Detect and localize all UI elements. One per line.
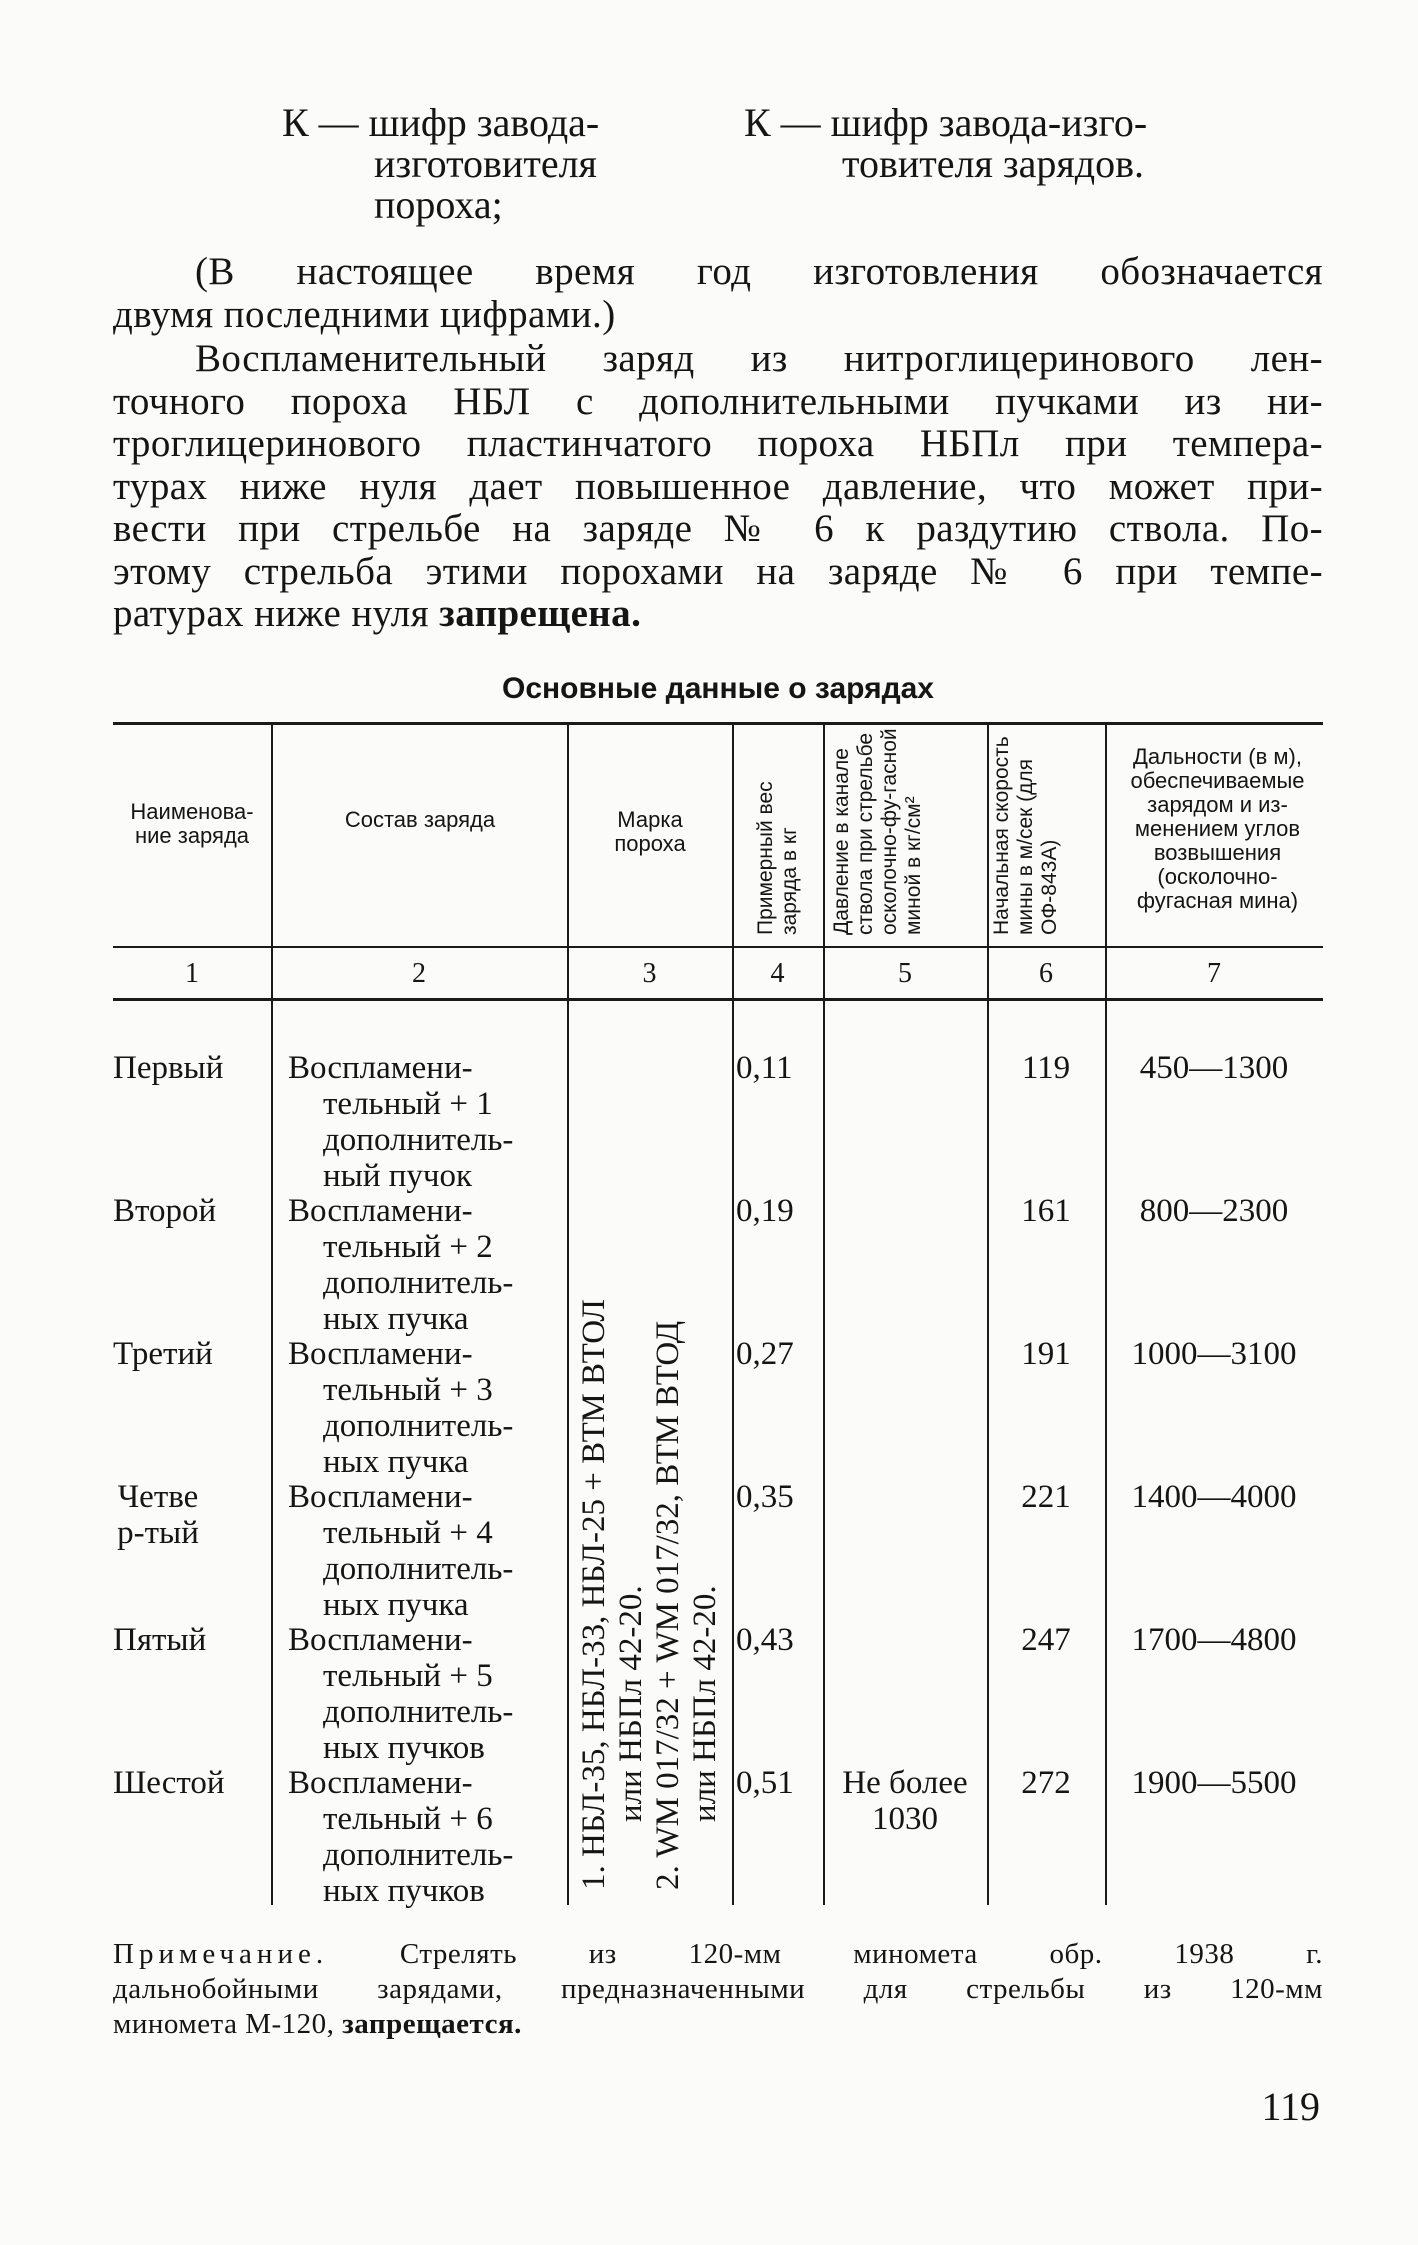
- composition-line: ных пучка: [323, 1444, 469, 1480]
- row-velocity: 221: [1021, 1479, 1071, 1515]
- composition-line: Воспламени-: [288, 1622, 473, 1658]
- composition-line: тельный + 5: [323, 1658, 493, 1694]
- footnote-line-2: дальнобойными зарядами, предназначенными для стрельбы из 120-мм: [113, 1973, 1323, 2005]
- composition-line: тельный + 1: [323, 1086, 493, 1122]
- row-charge-name: Третий: [113, 1336, 213, 1372]
- paragraph-line: этому стрельба этими порохами на заряде № 6 при темпе-: [113, 549, 1323, 593]
- row-weight: 0,51: [736, 1765, 794, 1801]
- paragraph-year-note-line-2: двумя последними цифрами.): [113, 292, 616, 336]
- row-velocity: 119: [1021, 1050, 1071, 1086]
- composition-line: ных пучков: [323, 1873, 485, 1909]
- composition-line: дополнитель-: [323, 1265, 514, 1301]
- column-number: 3: [642, 958, 657, 989]
- table-header-rule: [113, 946, 1323, 948]
- powder-mark-line-3: 2. WM 017/32 + WM 017/32, ВТМ ВТОД: [650, 1320, 686, 1890]
- powder-mark-cell: [576, 1110, 724, 1890]
- header-barrel-pressure: Давление в канале ствола при стрельбе осколочно-фу-гасной миной в кг/см²: [830, 728, 925, 935]
- paragraph-last-line: [113, 593, 1323, 636]
- composition-line: Воспламени-: [288, 1193, 473, 1229]
- row-composition: [288, 1622, 563, 1766]
- table-col-divider: [823, 725, 825, 1905]
- table-title: Основные данные о зарядах: [502, 672, 934, 705]
- row-composition: [288, 1336, 563, 1480]
- row-charge-name: Второй: [113, 1193, 217, 1229]
- composition-line: тельный + 2: [323, 1229, 493, 1265]
- powder-mark-line-4: или НБПл 42-20.: [687, 1585, 723, 1822]
- composition-line: дополнитель-: [323, 1551, 514, 1587]
- row-velocity: 191: [1021, 1336, 1071, 1372]
- top-left-line-1: К — шифр завода-: [282, 100, 600, 145]
- page-number: 119: [1261, 2084, 1320, 2129]
- row-range: 450—1300: [1139, 1050, 1289, 1086]
- row-weight: 0,43: [736, 1622, 794, 1658]
- row-weight: 0,27: [736, 1336, 794, 1372]
- row-range: 1000—3100: [1131, 1336, 1297, 1372]
- table-col-divider: [271, 725, 273, 1905]
- row-weight: 0,19: [736, 1193, 794, 1229]
- row-composition: [288, 1479, 563, 1623]
- powder-mark-line-2: или НБПл 42-20.: [613, 1585, 649, 1822]
- composition-line: Воспламени-: [288, 1050, 473, 1086]
- row-charge-name: Пятый: [113, 1622, 207, 1658]
- column-number: 4: [770, 958, 785, 989]
- paragraph-line: троглицеринового пластинчатого пороха НБПл при темпера-: [113, 422, 1323, 465]
- composition-line: Воспламени-: [288, 1765, 473, 1801]
- footnote-line-3-text: миномета М-120,: [113, 2008, 343, 2040]
- top-right-line-2: товителя зарядов.: [842, 141, 1145, 186]
- row-charge-name: Первый: [113, 1050, 224, 1086]
- row-range: 1700—4800: [1131, 1622, 1297, 1658]
- column-number: 2: [412, 958, 426, 989]
- column-number: 7: [1207, 958, 1221, 989]
- table-col-divider: [732, 725, 734, 1905]
- top-left-line-3: пороха;: [374, 182, 503, 227]
- row-range: 800—2300: [1139, 1193, 1289, 1229]
- row-composition: [288, 1050, 563, 1194]
- header-charge-name: Наименова-ние заряда: [130, 799, 254, 848]
- footnote-line-3: [113, 2007, 1323, 2042]
- paragraph-year-note-line-1: (В настоящее время год изготовления обозначается: [195, 250, 1323, 293]
- composition-line: дополнитель-: [323, 1122, 514, 1158]
- footnote-forbidden-word: запрещается.: [342, 2008, 522, 2040]
- row-velocity: 247: [1021, 1622, 1071, 1658]
- paragraph-forbidden-word: запрещена.: [439, 592, 642, 635]
- row-range: 1900—5500: [1131, 1765, 1297, 1801]
- column-number: 5: [898, 958, 912, 989]
- composition-line: тельный + 6: [323, 1801, 493, 1837]
- composition-line: ный пучок: [323, 1158, 473, 1194]
- row-charge-name: Четвер-тый: [117, 1479, 199, 1551]
- composition-line: тельный + 3: [323, 1372, 493, 1408]
- table-col-divider: [1105, 725, 1107, 1905]
- paragraph-last-line-text: ратурах ниже нуля: [113, 592, 440, 635]
- paragraph-line: вести при стрельбе на заряде № 6 к раздутию ствола. По-: [113, 507, 1323, 550]
- paragraph-line: турах ниже нуля дает повышенное давление, что может при-: [113, 464, 1323, 508]
- composition-line: дополнитель-: [323, 1837, 514, 1873]
- top-right-column: [744, 102, 1244, 184]
- footnote-label: Примечание.: [113, 1938, 329, 1970]
- table-top-rule: [113, 722, 1323, 725]
- paragraph-line: Воспламенительный заряд из нитроглицеринового лен-: [195, 337, 1323, 380]
- paragraph-igniter-charge: [113, 338, 1323, 636]
- composition-line: ных пучка: [323, 1587, 469, 1623]
- composition-line: Воспламени-: [288, 1336, 473, 1372]
- paragraph-line: точного пороха НБЛ с дополнительными пучками из ни-: [113, 379, 1323, 423]
- header-initial-velocity: Начальная скорость мины в м/сек (для ОФ-843А): [990, 736, 1061, 935]
- row-weight: 0,11: [736, 1050, 793, 1086]
- footnote-line-1-text: Стрелять из 120-мм миномета обр. 1938 г.: [399, 1938, 1323, 1970]
- row-composition: [288, 1765, 563, 1909]
- composition-line: дополнитель-: [323, 1694, 514, 1730]
- row-composition: [288, 1193, 563, 1337]
- table-col-divider: [987, 725, 989, 1905]
- row-velocity: 161: [1021, 1193, 1071, 1229]
- top-right-line-1: К — шифр завода-изго-: [744, 100, 1148, 145]
- header-composition: Состав заряда: [344, 807, 496, 832]
- composition-line: Воспламени-: [288, 1479, 473, 1515]
- footnote: [113, 1937, 1323, 2042]
- column-number: 6: [1039, 958, 1053, 989]
- composition-line: ных пучка: [323, 1301, 469, 1337]
- powder-mark-line-1: 1. НБЛ-35, НБЛ-33, НБЛ-25 + ВТМ ВТОЛ: [576, 1299, 612, 1890]
- composition-line: ных пучков: [323, 1730, 485, 1766]
- row-weight: 0,35: [736, 1479, 794, 1515]
- composition-line: тельный + 4: [323, 1515, 493, 1551]
- composition-line: дополнитель-: [323, 1408, 514, 1444]
- table-col-divider: [567, 725, 569, 1905]
- header-charge-weight: Примерный вес заряда в кг: [754, 781, 801, 935]
- footnote-line-1: [113, 1937, 1323, 1972]
- top-left-line-2: изготовителя: [374, 141, 597, 186]
- header-firing-range: Дальности (в м), обеспечиваемые зарядом и из-менением углов возвышения (осколочно-фугасная мина): [1130, 744, 1305, 913]
- paragraph-year-note: [113, 251, 1323, 336]
- row-range: 1400—4000: [1131, 1479, 1297, 1515]
- row-pressure: Не более 1030: [842, 1765, 968, 1837]
- header-powder-mark: Марка пороха: [614, 807, 686, 856]
- row-charge-name: Шестой: [113, 1765, 225, 1801]
- row-velocity: 272: [1021, 1765, 1071, 1801]
- column-number: 1: [185, 958, 199, 989]
- top-left-column: [282, 102, 702, 225]
- table-numbers-rule: [113, 998, 1323, 1001]
